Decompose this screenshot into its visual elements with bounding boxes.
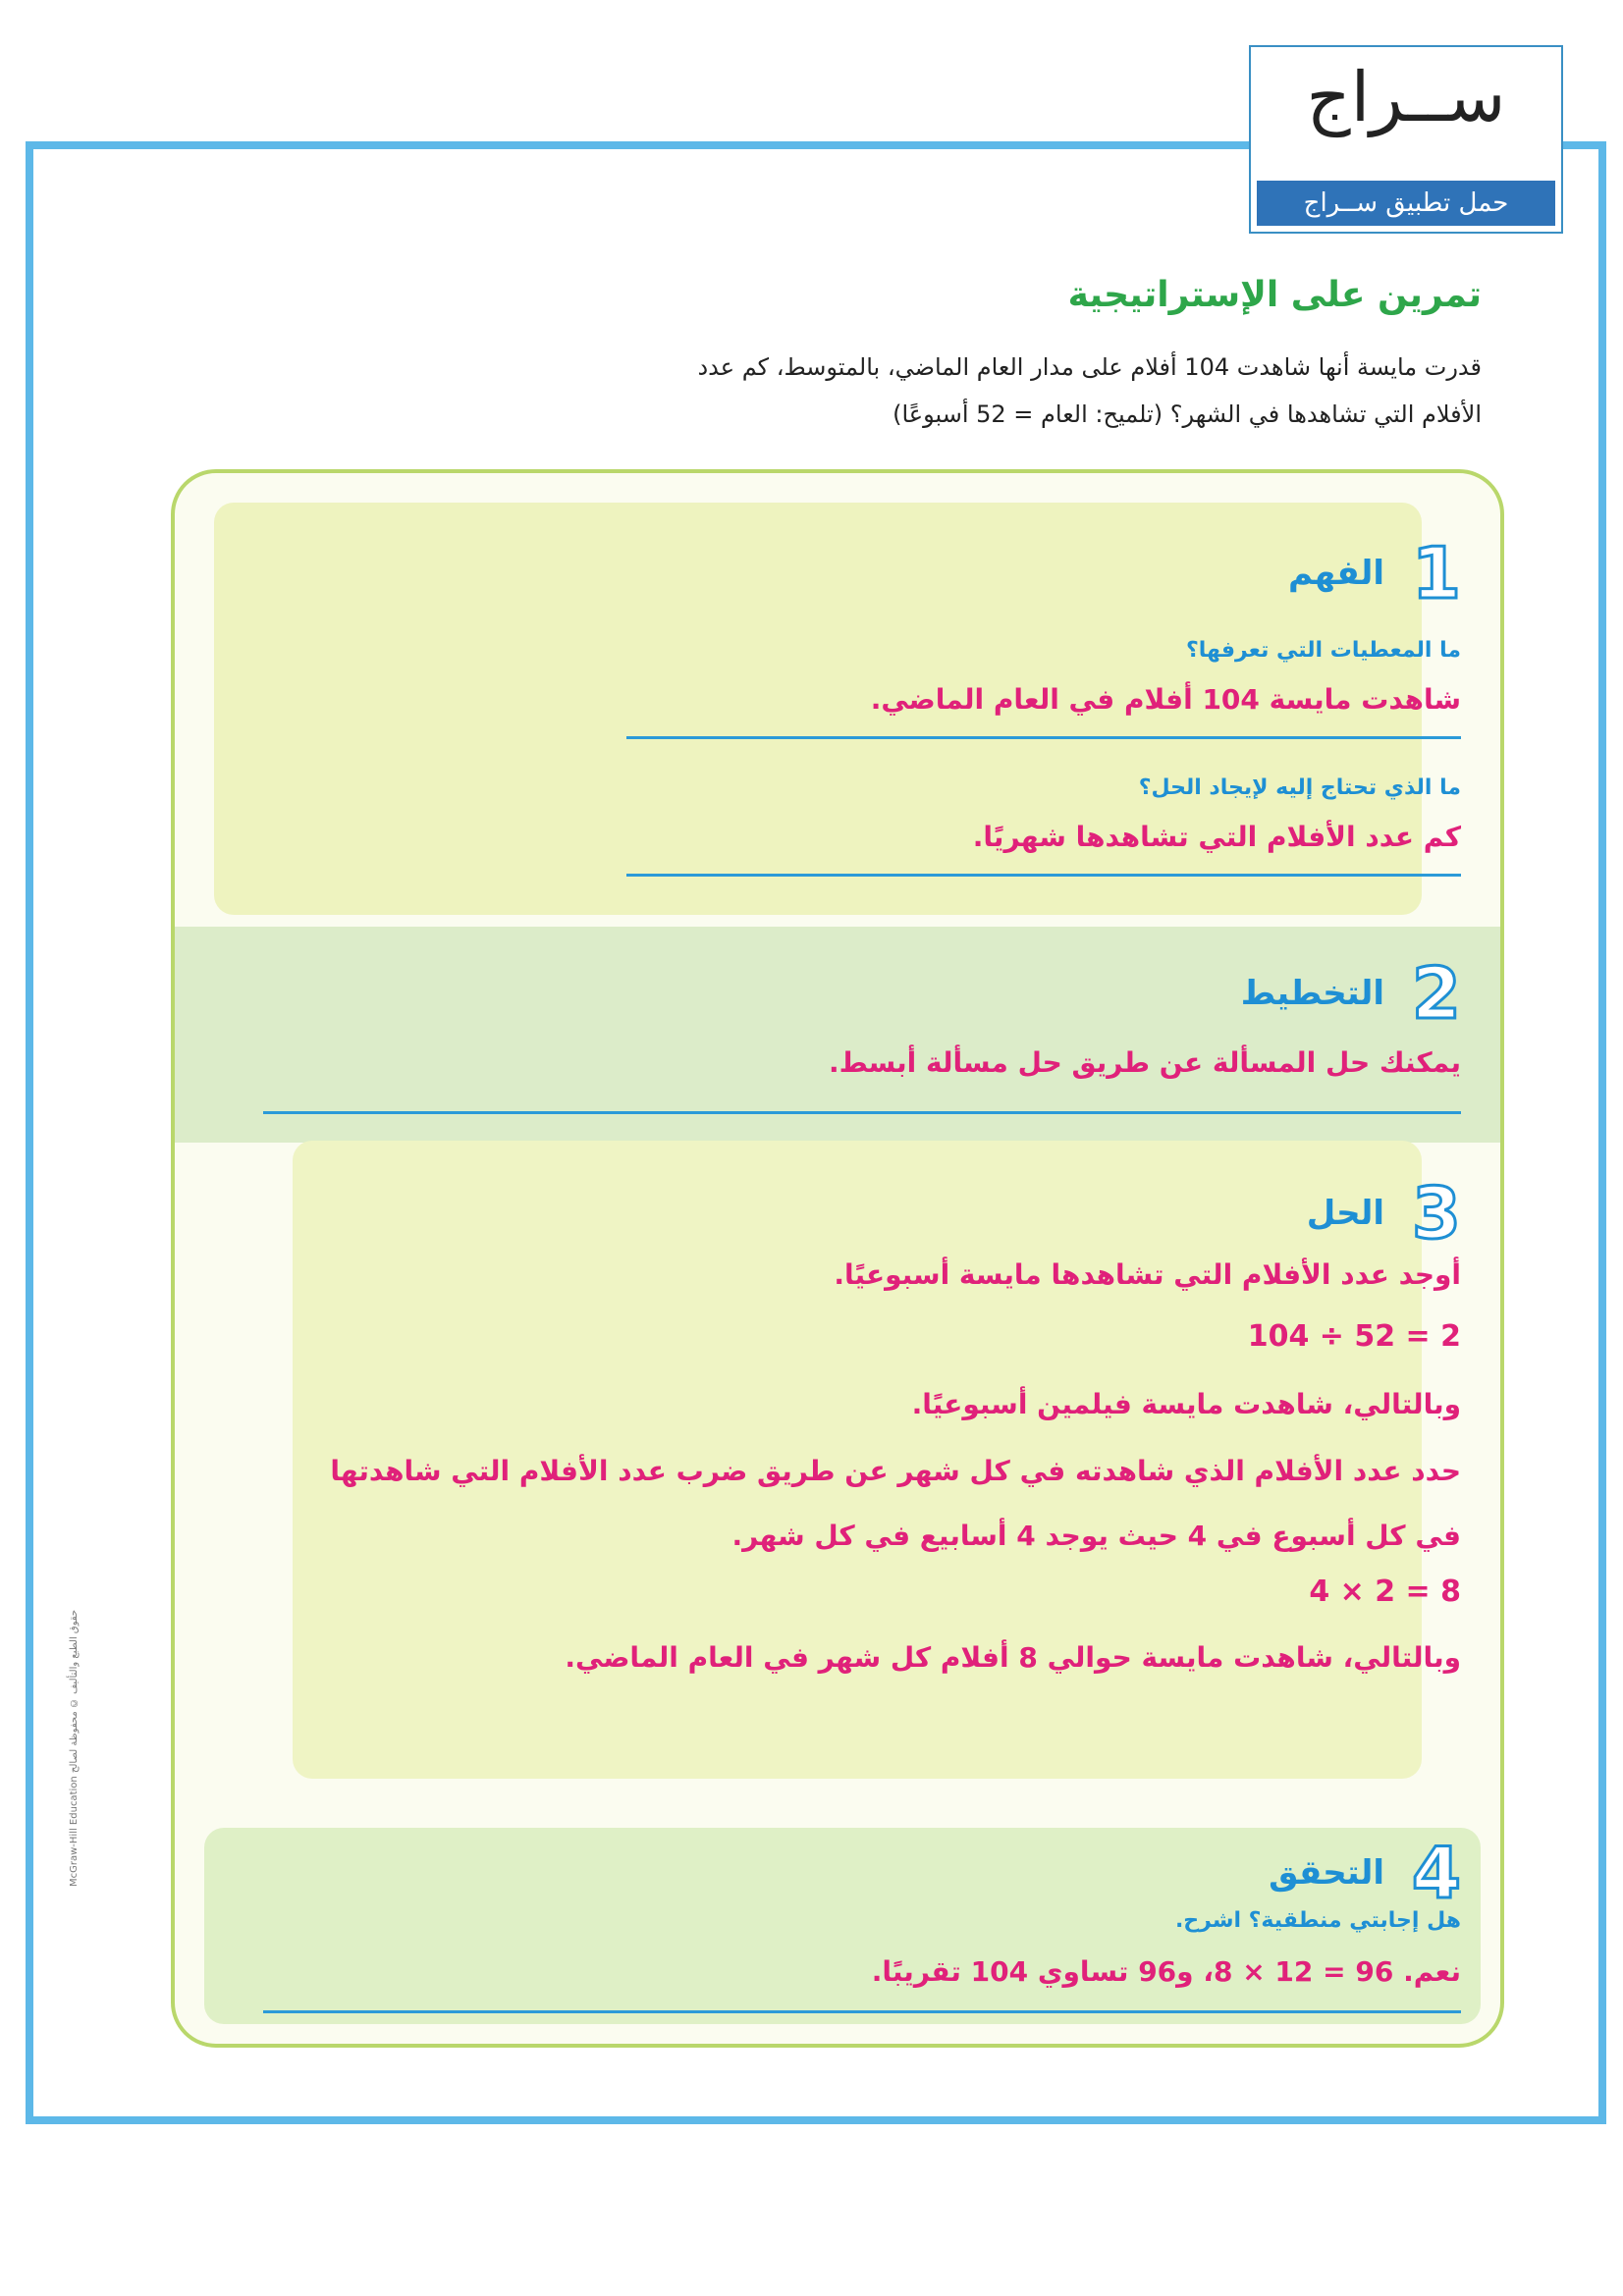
step-2-number: 2	[1411, 952, 1461, 1035]
solution-panel	[171, 469, 1504, 2048]
step-4-answer: نعم. 96 = 12 × 8، و96 تساوي 104 تقريبًا.	[871, 1955, 1461, 1988]
answer-line	[626, 736, 1461, 739]
step-2-title: التخطيط	[1240, 974, 1384, 1013]
step-1-answer-1: شاهدت مايسة 104 أفلام في العام الماضي.	[870, 683, 1461, 716]
problem-line-1: قدرت مايسة أنها شاهدت 104 أفلام على مدار العام الماضي، بالمتوسط، كم عدد	[697, 353, 1482, 381]
answer-line	[263, 2010, 1461, 2013]
logo[interactable]	[1249, 45, 1563, 234]
step-4-title: التحقق	[1269, 1853, 1384, 1893]
step-3-line-2: وبالتالي، شاهدت مايسة فيلمين أسبوعيًا.	[911, 1388, 1461, 1420]
step-3-line-1: أوجد عدد الأفلام التي تشاهدها مايسة أسبوعيًا.	[834, 1258, 1461, 1291]
step-3-equation-1: 104 ÷ 52 = 2	[1247, 1319, 1461, 1354]
step-3-line-3: حدد عدد الأفلام الذي شاهدته في كل شهر عن طريق ضرب عدد الأفلام التي شاهدتها	[330, 1455, 1461, 1487]
section-title: تمرين على الإستراتيجية	[1067, 275, 1482, 315]
step-3-title: الحل	[1306, 1194, 1384, 1233]
step-2-answer: يمكنك حل المسألة عن طريق حل مسألة أبسط.	[829, 1046, 1461, 1079]
step-4-number: 4	[1411, 1832, 1461, 1914]
step-4-question: هل إجابتي منطقية؟ اشرح.	[1174, 1908, 1461, 1933]
step-3-line-5: وبالتالي، شاهدت مايسة حوالي 8 أفلام كل شهر في العام الماضي.	[565, 1641, 1461, 1674]
step-3-equation-2: 4 × 2 = 8	[1309, 1575, 1461, 1609]
step-1-title: الفهم	[1288, 554, 1384, 593]
copyright-credit: حقوق الطبع والتأليف © محفوظة لصالح McGraw-Hill Education	[69, 1610, 80, 1888]
answer-line	[626, 874, 1461, 877]
step-1-question-1: ما المعطيات التي تعرفها؟	[1186, 638, 1461, 663]
step-3-number: 3	[1411, 1172, 1461, 1255]
step-3-line-4: في كل أسبوع في 4 حيث يوجد 4 أسابيع في كل شهر.	[731, 1520, 1461, 1552]
problem-line-2: الأفلام التي تشاهدها في الشهر؟ (تلميح: العام = 52 أسبوعًا)	[893, 400, 1482, 428]
logo-wordmark: ســراج	[1306, 57, 1506, 137]
problem-text	[146, 344, 1482, 438]
logo-tagline: حمل تطبيق ســراج	[1257, 181, 1555, 226]
step-1-question-2: ما الذي تحتاج إليه لإيجاد الحل؟	[1138, 775, 1461, 800]
step-1-number: 1	[1411, 532, 1461, 614]
background-wash	[171, 927, 1504, 1143]
step-1-answer-2: كم عدد الأفلام التي تشاهدها شهريًا.	[972, 821, 1461, 853]
answer-line	[263, 1111, 1461, 1114]
